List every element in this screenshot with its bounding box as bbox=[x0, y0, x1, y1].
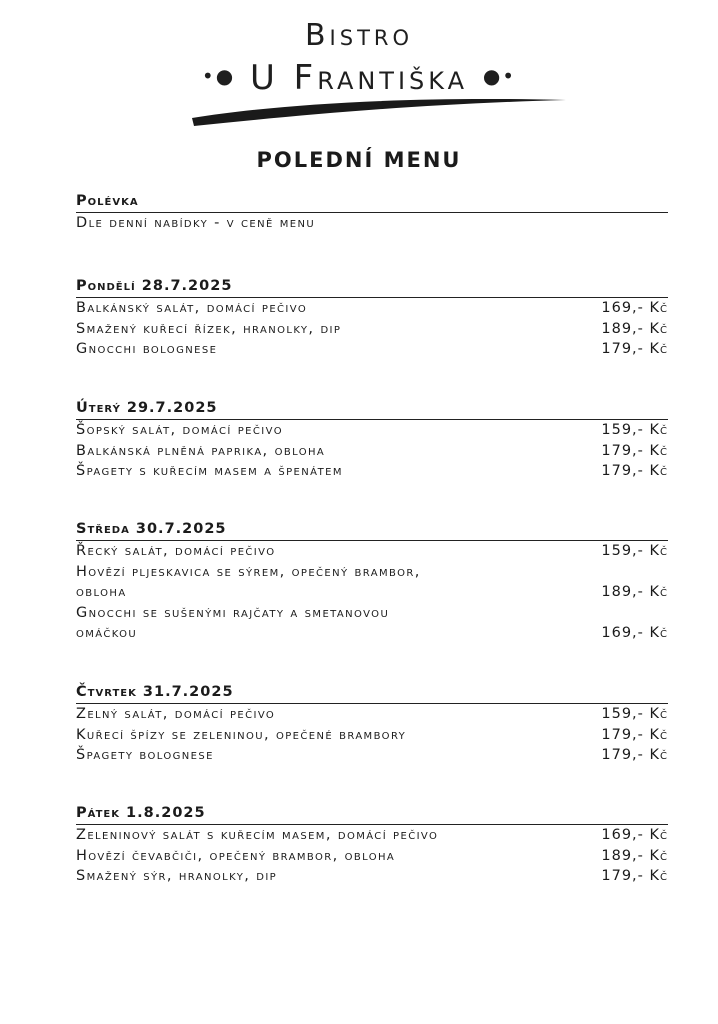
menu-item-name: Smažený kuřecí řízek, hranolky, dip bbox=[76, 320, 342, 337]
logo-dots-right: ●• bbox=[482, 64, 517, 88]
menu-item-name: Hovězí čevabčiči, opečený brambor, obloha bbox=[76, 847, 396, 864]
menu-item bbox=[76, 846, 668, 867]
menu-item bbox=[76, 298, 668, 319]
bistro-logo bbox=[0, 0, 718, 140]
menu-item-name: Špagety bolognese bbox=[76, 747, 214, 763]
section-title: Polévka bbox=[76, 192, 668, 213]
menu-item bbox=[76, 704, 668, 725]
logo-swoosh bbox=[190, 96, 570, 130]
menu-item-name: Zeleninový salát s kuřecím masem, domácí pečivo bbox=[76, 827, 439, 843]
menu-item-price: 189,- Kč bbox=[601, 584, 668, 600]
menu-item-name: Smažený sýr, hranolky, dip bbox=[76, 868, 278, 884]
page-title: POLEDNÍ MENU bbox=[256, 148, 462, 172]
logo-dots-left: •● bbox=[201, 64, 236, 88]
menu-item-name: Hovězí pljeskavica se sýrem, opečený brambor, obloha bbox=[76, 563, 421, 600]
menu-item bbox=[76, 866, 668, 887]
menu-item-price: 169,- Kč bbox=[601, 625, 668, 641]
menu-item bbox=[76, 441, 668, 462]
menu-item bbox=[76, 745, 668, 766]
menu-item-price: 169,- Kč bbox=[601, 300, 668, 316]
menu-item-name: Balkánský salát, domácí pečivo bbox=[76, 300, 308, 316]
menu-item-price: 179,- Kč bbox=[601, 868, 668, 884]
menu-item-price: 169,- Kč bbox=[601, 827, 668, 843]
menu-item bbox=[76, 725, 668, 746]
menu-item-name: Balkánská plněná paprika, obloha bbox=[76, 442, 326, 459]
logo-name-line2 bbox=[0, 58, 718, 98]
menu-item bbox=[76, 562, 668, 603]
menu-item-price: 159,- Kč bbox=[601, 706, 668, 722]
menu-item-price: 179,- Kč bbox=[601, 726, 668, 743]
menu-item-name: Zelný salát, domácí pečivo bbox=[76, 706, 276, 722]
section-title: Pátek 1.8.2025 bbox=[76, 804, 668, 825]
menu-item-price: 179,- Kč bbox=[601, 747, 668, 763]
menu-item-price: 179,- Kč bbox=[601, 463, 668, 479]
menu-item bbox=[76, 213, 668, 234]
logo-name-text: U Františka bbox=[249, 58, 469, 98]
menu-item bbox=[76, 319, 668, 340]
menu-item-name: Dle denní nabídky - v ceně menu bbox=[76, 215, 316, 231]
menu-item-name: Kuřecí špízy se zeleninou, opečené brambory bbox=[76, 726, 407, 743]
section-wednesday bbox=[76, 520, 668, 644]
section-monday bbox=[76, 277, 668, 360]
menu-item-name: Špagety s kuřecím masem a špenátem bbox=[76, 463, 343, 479]
menu-item bbox=[76, 541, 668, 562]
menu-item bbox=[76, 339, 668, 360]
section-tuesday bbox=[76, 399, 668, 482]
menu-item bbox=[76, 420, 668, 441]
menu-item-name: Šopský salát, domácí pečivo bbox=[76, 422, 283, 438]
menu-item-price: 189,- Kč bbox=[601, 847, 668, 864]
menu-item-name: Gnocchi se sušenými rajčaty a smetanovou omáčkou bbox=[76, 604, 390, 641]
menu-item-name: Řecký salát, domácí pečivo bbox=[76, 543, 276, 559]
menu-item-price: 189,- Kč bbox=[601, 320, 668, 337]
section-title: Středa 30.7.2025 bbox=[76, 520, 668, 541]
section-friday bbox=[76, 804, 668, 887]
section-soup bbox=[76, 192, 668, 234]
menu-item bbox=[76, 461, 668, 482]
menu-item-price: 159,- Kč bbox=[601, 543, 668, 559]
menu-item-price: 179,- Kč bbox=[601, 341, 668, 357]
menu-item-price: 179,- Kč bbox=[601, 442, 668, 459]
section-title: Pondělí 28.7.2025 bbox=[76, 277, 668, 298]
section-title: Čtvrtek 31.7.2025 bbox=[76, 683, 668, 704]
menu-item bbox=[76, 825, 668, 846]
section-thursday bbox=[76, 683, 668, 766]
menu-item-name: Gnocchi bolognese bbox=[76, 341, 218, 357]
section-title: Úterý 29.7.2025 bbox=[76, 399, 668, 420]
menu-item-price: 159,- Kč bbox=[601, 422, 668, 438]
logo-name-line1: Bistro bbox=[304, 18, 414, 53]
menu-item bbox=[76, 603, 668, 644]
